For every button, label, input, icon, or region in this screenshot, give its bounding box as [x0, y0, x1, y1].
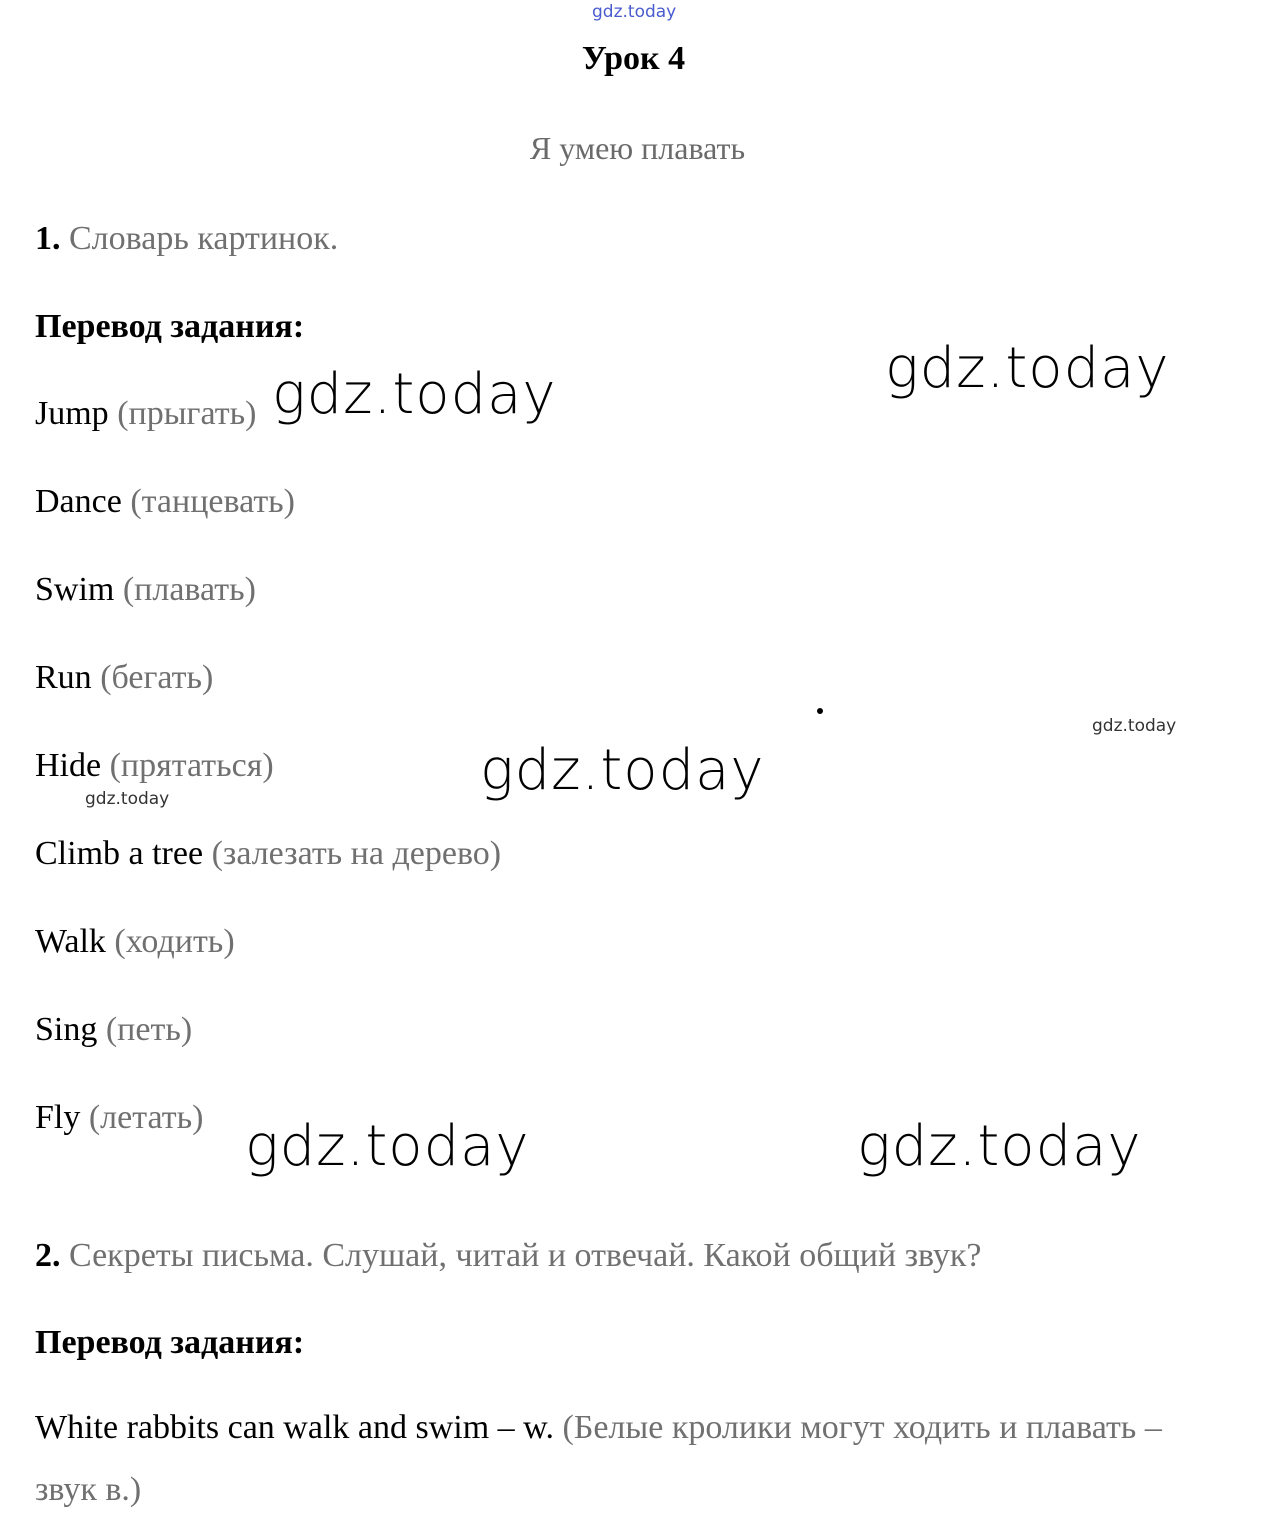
vocab-ru: (танцевать): [130, 483, 295, 520]
task2-number: 2.: [35, 1237, 61, 1274]
vocab-ru: (прыгать): [117, 395, 257, 432]
vocab-item: [35, 395, 256, 433]
stray-dot: [817, 708, 823, 714]
vocab-ru: (летать): [88, 1099, 204, 1136]
vocab-ru: (бегать): [100, 659, 214, 696]
task2-text: Секреты письма. Слушай, читай и отвечай. Какой общий звук?: [69, 1237, 982, 1274]
vocab-item: [35, 483, 295, 521]
task2-answer-en: White rabbits can walk and swim – w.: [35, 1409, 554, 1446]
task1-text: Словарь картинок.: [69, 220, 339, 257]
watermark: gdz.today: [480, 738, 765, 803]
vocab-en: Walk: [35, 923, 106, 960]
vocab-en: Jump: [35, 395, 109, 432]
watermark: gdz.today: [245, 1114, 530, 1179]
vocab-ru: (плавать): [122, 571, 256, 608]
vocab-item: [35, 1099, 203, 1137]
task1-header: [35, 220, 338, 258]
vocab-item: [35, 923, 235, 961]
vocab-item: [35, 571, 256, 609]
task2-answer-ru: (Белые кролики могут ходить и плавать –: [562, 1409, 1162, 1446]
watermark: gdz.today: [857, 1114, 1142, 1179]
task2-answer: [35, 1409, 1162, 1447]
vocab-en: Fly: [35, 1099, 81, 1136]
watermark-top: gdz.today: [592, 2, 677, 22]
vocab-item: [35, 835, 501, 873]
vocab-ru: (ходить): [114, 923, 235, 960]
vocab-en: Dance: [35, 483, 122, 520]
task2-header: [35, 1237, 982, 1275]
lesson-title: Урок 4: [581, 40, 686, 77]
vocab-item: [35, 1011, 192, 1049]
vocab-en: Hide: [35, 747, 102, 784]
vocab-en: Climb a tree: [35, 835, 204, 872]
watermark: gdz.today: [885, 336, 1170, 401]
task2-translation-heading: Перевод задания:: [35, 1324, 305, 1361]
task2-answer-ru-cont: звук в.): [35, 1471, 142, 1508]
lesson-subtitle: Я умею плавать: [529, 130, 746, 166]
task1-number: 1.: [35, 220, 61, 257]
vocab-ru: (прятаться): [109, 747, 274, 784]
vocab-ru: (петь): [105, 1011, 193, 1048]
vocab-en: Swim: [35, 571, 115, 608]
vocab-item: [35, 747, 274, 785]
vocab-en: Sing: [35, 1011, 98, 1048]
watermark: gdz.today: [1092, 716, 1177, 736]
vocab-ru: (залезать на дерево): [211, 835, 502, 872]
watermark: gdz.today: [272, 362, 557, 427]
vocab-en: Run: [35, 659, 92, 696]
vocab-item: [35, 659, 213, 697]
task1-translation-heading: Перевод задания:: [35, 308, 305, 345]
watermark: gdz.today: [85, 789, 170, 809]
